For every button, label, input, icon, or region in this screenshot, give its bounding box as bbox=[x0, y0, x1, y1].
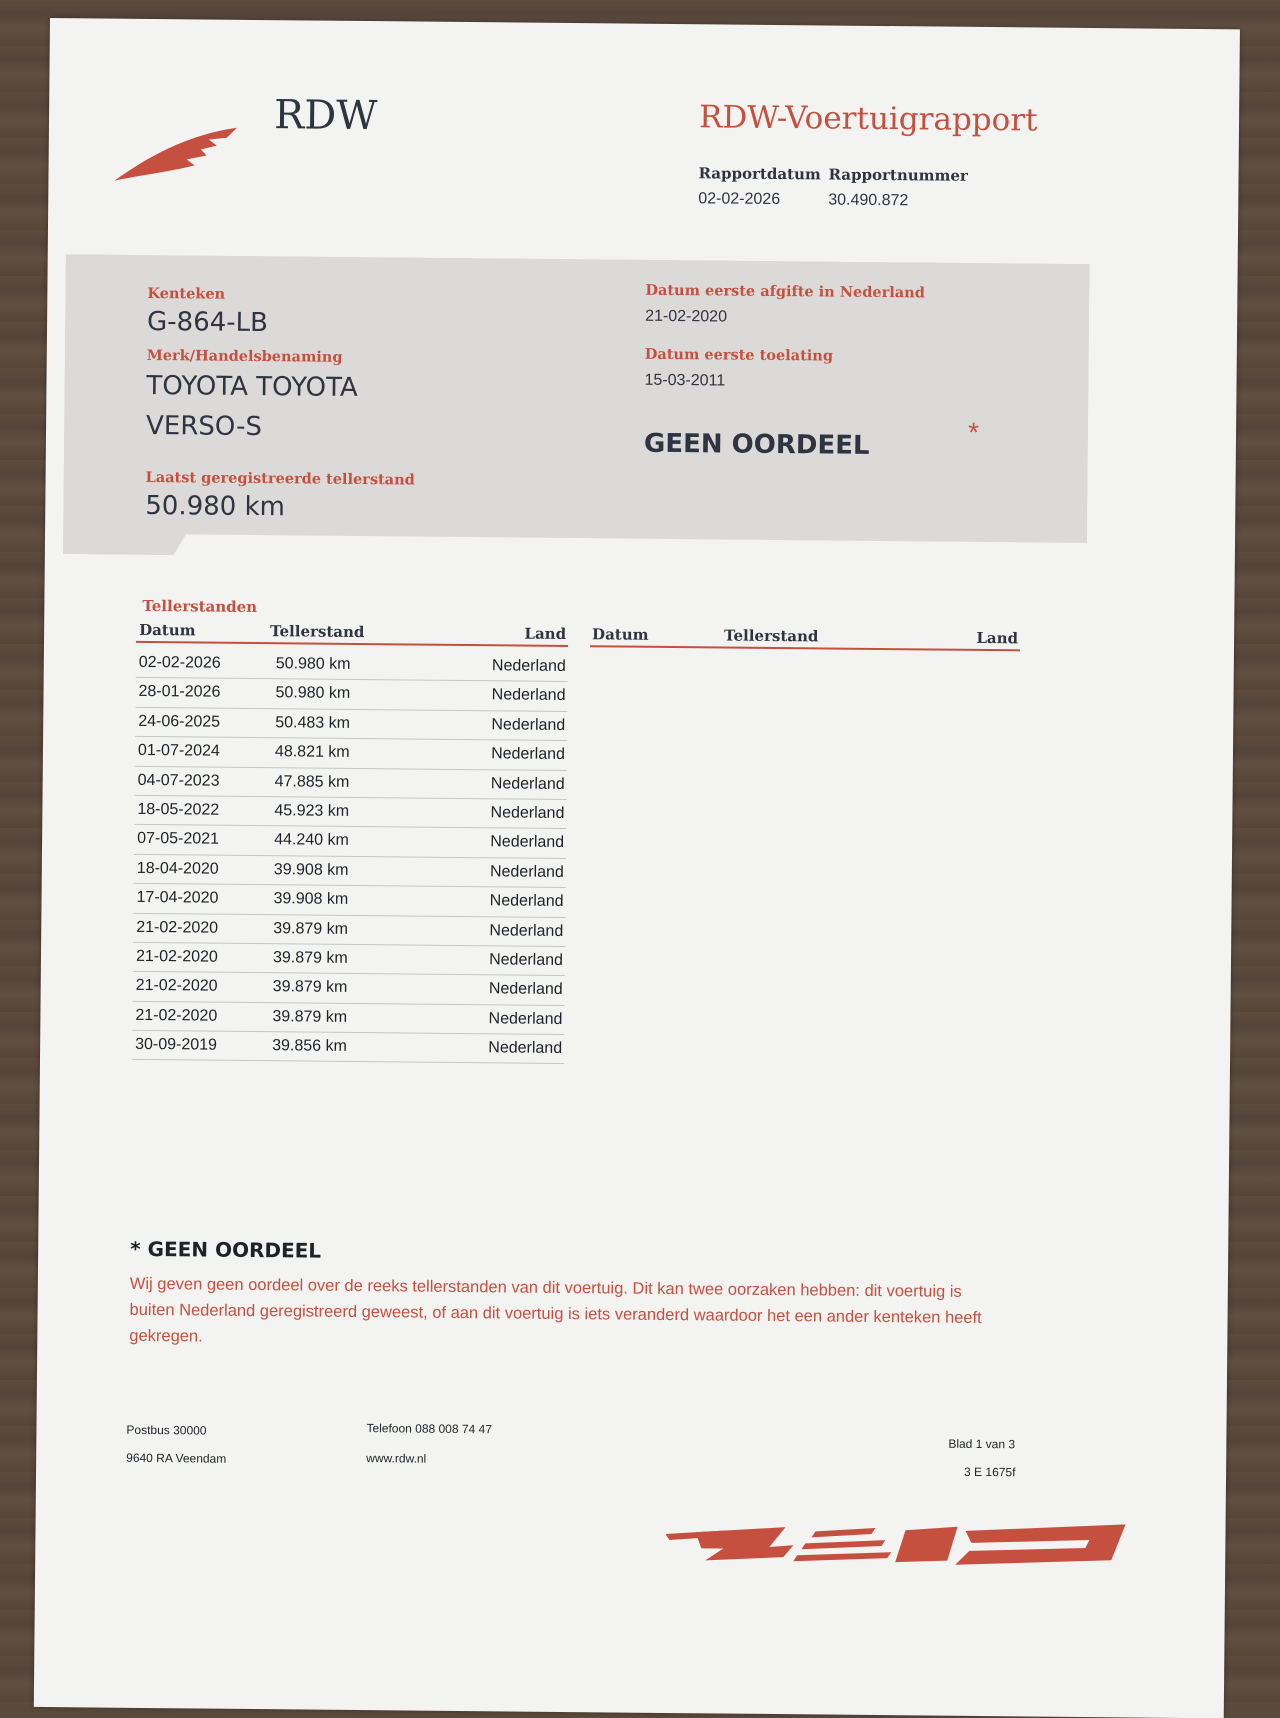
verdict-note-title: * GEEN OORDEEL bbox=[130, 1236, 322, 1263]
footer-page-number: Blad 1 van 3 bbox=[948, 1436, 1016, 1452]
reading-odometer: 39.908 km bbox=[273, 860, 349, 879]
table-row bbox=[133, 972, 565, 1006]
reading-date: 21-02-2020 bbox=[136, 918, 219, 937]
make-label: Merk/Handelsbenaming bbox=[146, 346, 343, 366]
readings-section-title: Tellerstanden bbox=[142, 596, 258, 617]
table-row bbox=[133, 913, 565, 947]
reading-country: Nederland bbox=[489, 862, 564, 881]
table-row bbox=[132, 1031, 564, 1065]
vehicle-report-page bbox=[34, 18, 1240, 1718]
odometer-value: 50.980 km bbox=[145, 490, 286, 523]
report-number-label: Rapportnummer bbox=[828, 165, 968, 185]
footer-document-code: 3 E 1675f bbox=[964, 1464, 1016, 1480]
reading-odometer: 39.879 km bbox=[272, 978, 348, 997]
reading-date: 02-02-2026 bbox=[138, 653, 221, 672]
table-row bbox=[135, 766, 567, 800]
rdw-decorative-stripes-icon bbox=[665, 1512, 1146, 1577]
table-row bbox=[134, 855, 566, 889]
readings-table-header-left bbox=[136, 619, 568, 647]
plate-label: Kenteken bbox=[147, 284, 226, 303]
table-row bbox=[132, 1002, 564, 1036]
reading-odometer: 47.885 km bbox=[274, 772, 350, 791]
reading-odometer: 50.483 km bbox=[275, 713, 351, 732]
report-date-value: 02-02-2026 bbox=[698, 190, 781, 209]
readings-table-body bbox=[132, 649, 568, 1065]
first-admission-label: Datum eerste toelating bbox=[644, 345, 834, 365]
reading-odometer: 39.879 km bbox=[273, 919, 349, 938]
odometer-verdict: GEEN OORDEEL bbox=[643, 428, 870, 461]
reading-date: 21-02-2020 bbox=[135, 947, 218, 966]
column-header-date: Datum bbox=[592, 625, 649, 644]
reading-country: Nederland bbox=[490, 833, 565, 852]
table-row bbox=[135, 708, 567, 742]
reading-country: Nederland bbox=[489, 892, 564, 911]
column-header-odometer: Tellerstand bbox=[724, 626, 819, 646]
reading-date: 07-05-2021 bbox=[137, 830, 220, 849]
readings-table-header-right bbox=[590, 623, 1020, 651]
verdict-note-body: Wij geven geen oordeel over de reeks tellerstanden van dit voertuig. Dit kan twee oorzaken hebben: dit voertuig is buiten Nederland geregistreerd geweest, of aan dit voertuig is iets veranderd waardoor het een ander kenteken heeft gekregen. bbox=[129, 1274, 982, 1346]
column-header-odometer: Tellerstand bbox=[270, 622, 365, 642]
reading-date: 24-06-2025 bbox=[138, 712, 221, 731]
reading-date: 01-07-2024 bbox=[137, 742, 220, 760]
reading-odometer: 39.879 km bbox=[272, 1007, 348, 1026]
reading-odometer: 39.856 km bbox=[272, 1037, 347, 1055]
reading-odometer: 39.879 km bbox=[272, 949, 348, 967]
reading-country: Nederland bbox=[490, 774, 565, 793]
report-title: RDW-Voertuigrapport bbox=[698, 99, 1038, 139]
footer-website: www.rdw.nl bbox=[366, 1451, 427, 1466]
reading-date: 28-01-2026 bbox=[138, 683, 221, 702]
first-registration-nl-label: Datum eerste afgifte in Nederland bbox=[645, 281, 925, 302]
first-registration-nl-value: 21-02-2020 bbox=[645, 307, 728, 326]
table-row bbox=[136, 649, 568, 683]
footer-address-line1: Postbus 30000 bbox=[126, 1422, 207, 1438]
footer-address-line2: 9640 RA Veendam bbox=[126, 1450, 227, 1466]
reading-country: Nederland bbox=[491, 686, 566, 705]
report-date-label: Rapportdatum bbox=[698, 164, 821, 184]
reading-date: 18-05-2022 bbox=[137, 800, 220, 819]
reading-odometer: 50.980 km bbox=[275, 684, 351, 703]
table-row bbox=[135, 678, 567, 712]
reading-date: 21-02-2020 bbox=[135, 1006, 218, 1025]
plate-value: G-864-LB bbox=[146, 306, 269, 339]
reading-country: Nederland bbox=[491, 657, 566, 675]
odometer-label: Laatst geregistreerde tellerstand bbox=[145, 468, 415, 489]
table-row bbox=[133, 884, 565, 918]
column-header-date: Datum bbox=[139, 620, 196, 640]
reading-odometer: 45.923 km bbox=[274, 802, 350, 820]
reading-date: 18-04-2020 bbox=[136, 859, 219, 878]
column-header-country: Land bbox=[976, 628, 1019, 648]
brand-name: RDW bbox=[273, 92, 378, 140]
verdict-asterisk: * bbox=[967, 416, 980, 448]
make-value-line1: TOYOTA TOYOTA bbox=[146, 370, 358, 403]
footer-phone: Telefoon 088 008 74 47 bbox=[366, 1421, 492, 1437]
reading-date: 04-07-2023 bbox=[137, 771, 220, 790]
reading-country: Nederland bbox=[488, 1009, 563, 1028]
reading-odometer: 50.980 km bbox=[275, 655, 351, 673]
reading-country: Nederland bbox=[489, 951, 564, 969]
reading-country: Nederland bbox=[491, 745, 566, 764]
table-row bbox=[134, 825, 566, 859]
reading-odometer: 44.240 km bbox=[274, 831, 349, 850]
reading-date: 30-09-2019 bbox=[135, 1035, 218, 1054]
table-row bbox=[133, 943, 565, 977]
table-row bbox=[134, 796, 566, 830]
make-value-line2: VERSO-S bbox=[145, 410, 263, 443]
first-admission-value: 15-03-2011 bbox=[644, 371, 726, 390]
reading-country: Nederland bbox=[491, 716, 566, 734]
reading-country: Nederland bbox=[490, 804, 565, 822]
reading-odometer: 39.908 km bbox=[273, 890, 349, 909]
reading-date: 21-02-2020 bbox=[135, 977, 218, 995]
reading-odometer: 48.821 km bbox=[274, 743, 350, 762]
reading-country: Nederland bbox=[489, 921, 564, 940]
reading-country: Nederland bbox=[488, 1039, 563, 1058]
reading-date: 17-04-2020 bbox=[136, 888, 219, 907]
rdw-feather-logo-icon bbox=[112, 109, 253, 190]
table-row bbox=[135, 737, 567, 771]
reading-country: Nederland bbox=[488, 980, 563, 999]
column-header-country: Land bbox=[524, 624, 567, 643]
report-number-value: 30.490.872 bbox=[828, 191, 909, 210]
